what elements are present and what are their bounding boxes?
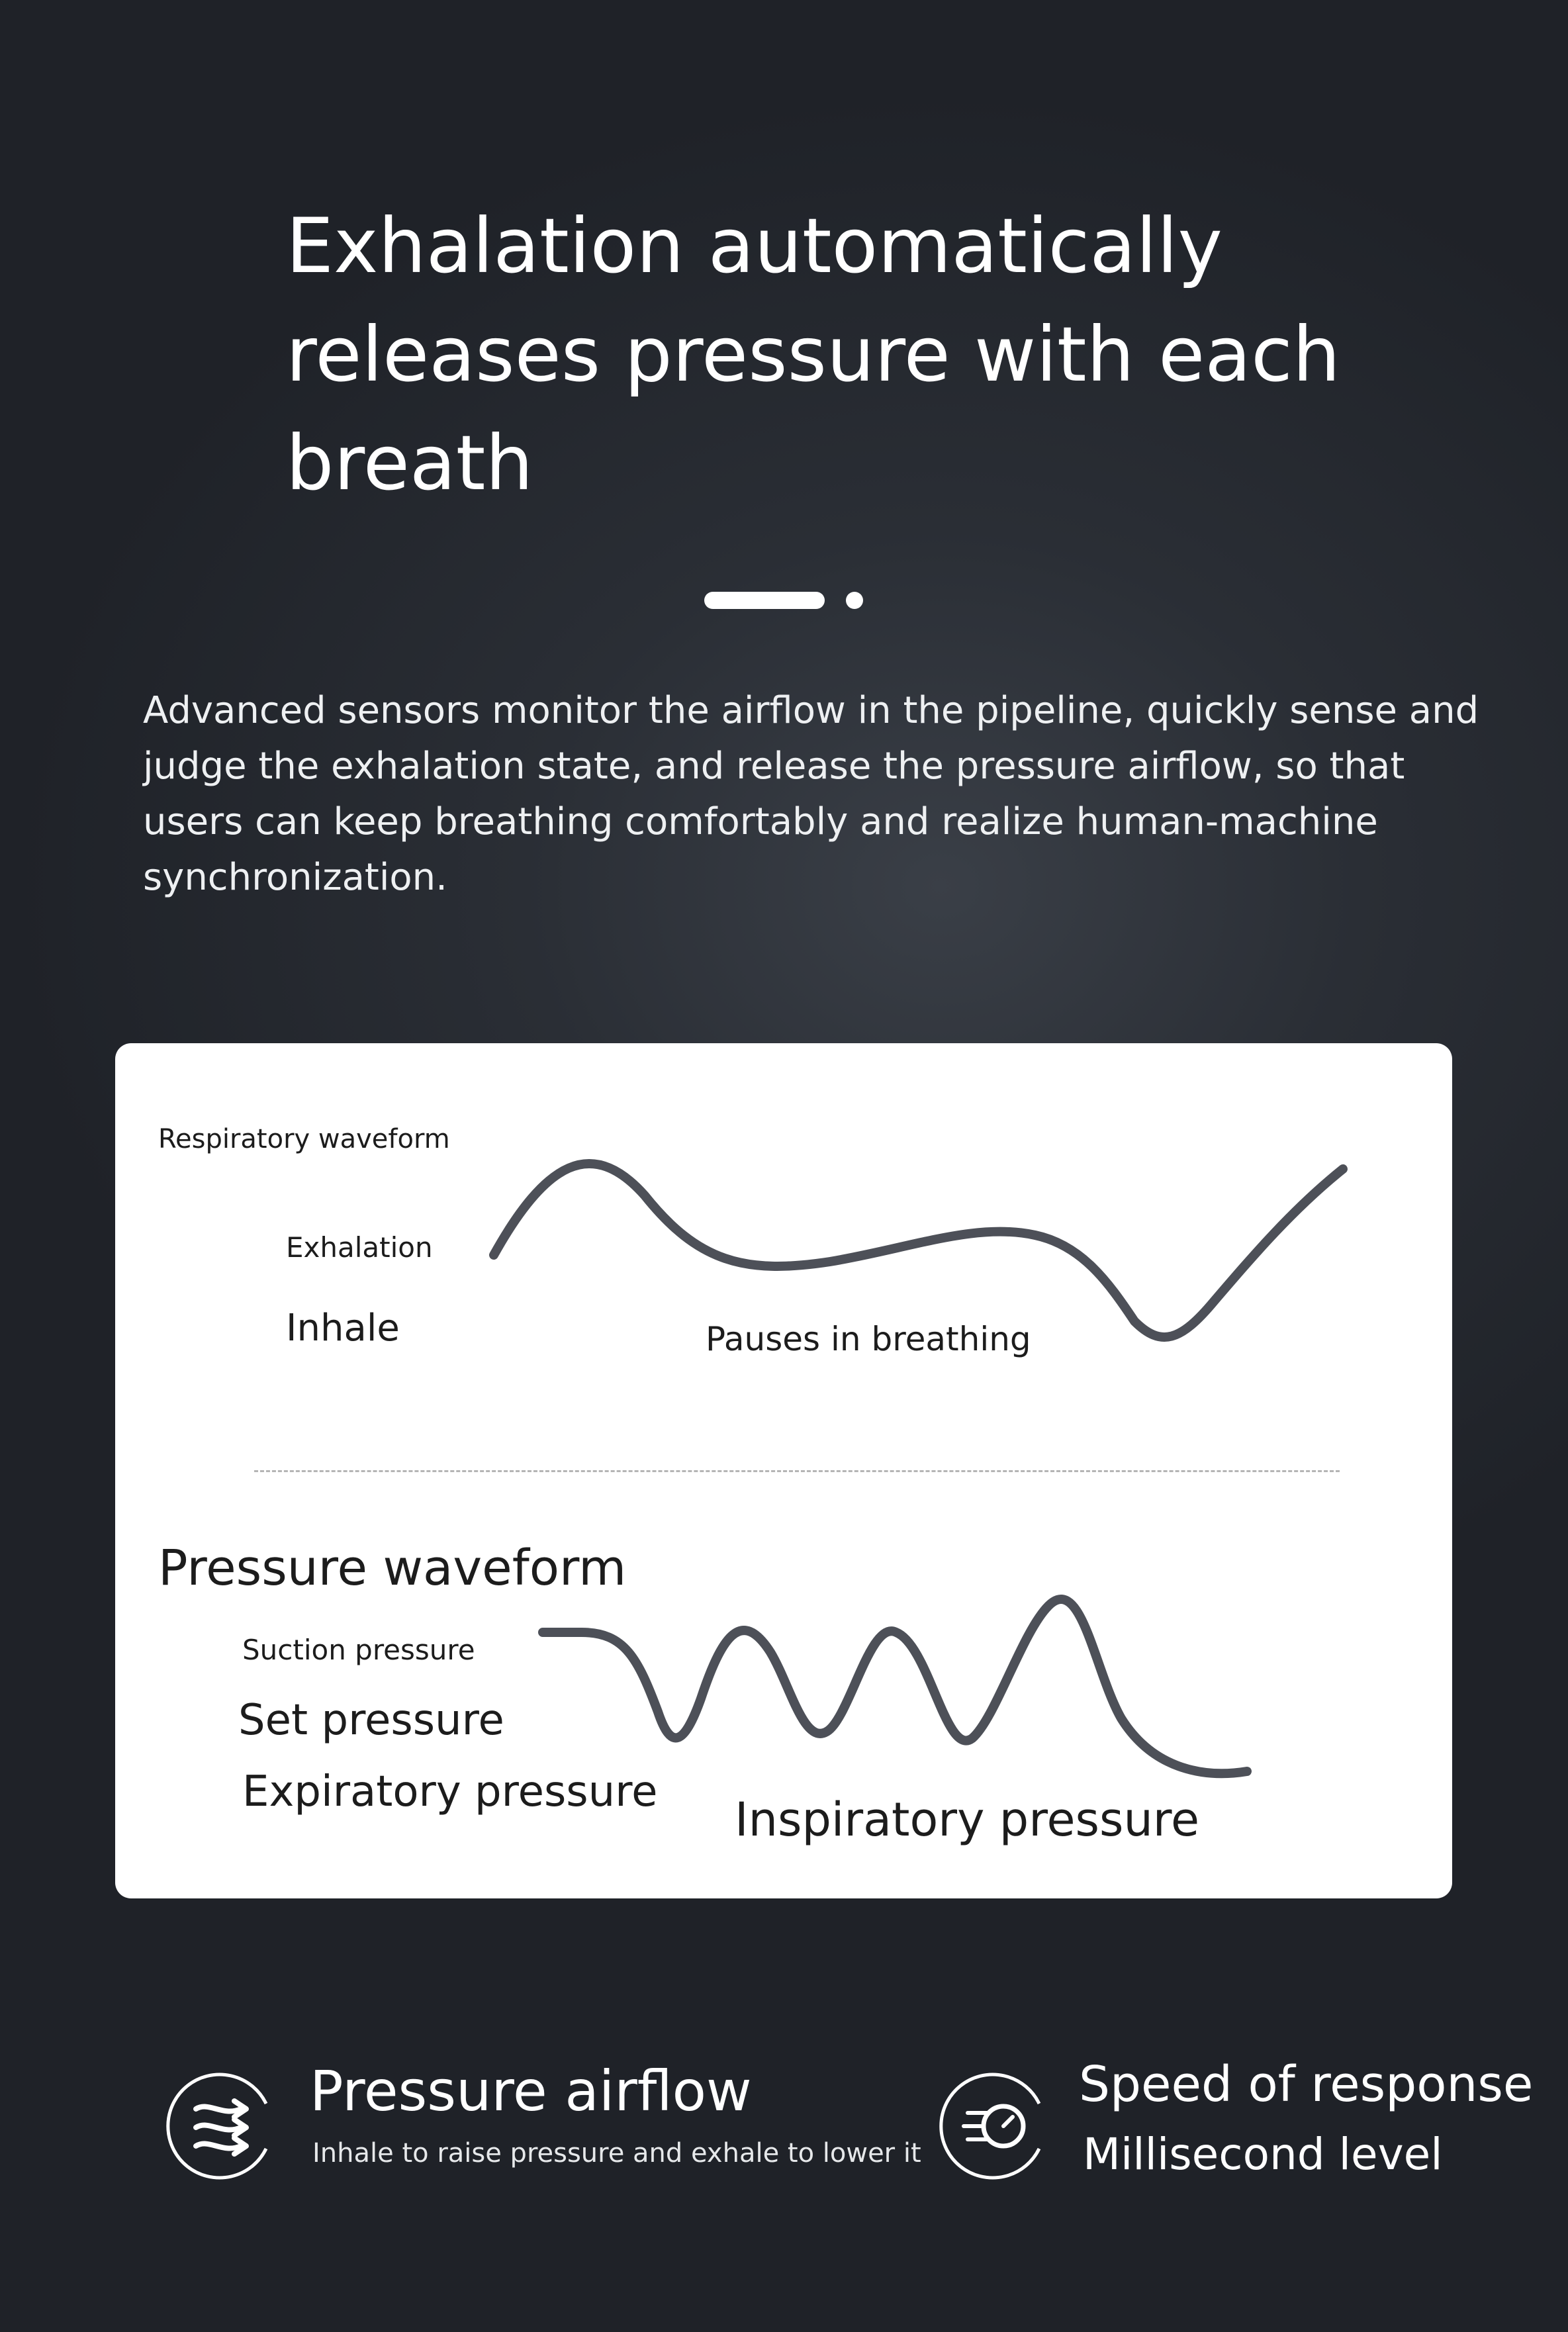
description-line-3: users can keep breathing comfortably and realize human-machine bbox=[143, 800, 1378, 843]
feature-speed-title: Speed of response bbox=[1079, 2056, 1534, 2113]
description-line-4: synchronization. bbox=[143, 856, 447, 899]
title-line-3: breath bbox=[286, 419, 533, 507]
inspiratory-label: Inspiratory pressure bbox=[735, 1793, 1200, 1847]
indicator-dash bbox=[704, 592, 825, 609]
inhale-label: Inhale bbox=[286, 1307, 400, 1350]
pressure-title: Pressure waveform bbox=[158, 1540, 627, 1597]
title-line-2: releases pressure with each bbox=[286, 310, 1340, 398]
respiratory-wave bbox=[494, 1164, 1343, 1337]
speedometer-icon bbox=[937, 2068, 1054, 2184]
indicator-dot bbox=[846, 592, 863, 609]
exhalation-label: Exhalation bbox=[286, 1231, 433, 1264]
expiratory-label: Expiratory pressure bbox=[242, 1767, 658, 1816]
page-title bbox=[286, 192, 1411, 518]
set-pressure-label: Set pressure bbox=[238, 1696, 504, 1745]
feature-speed-subtitle: Millisecond level bbox=[1083, 2129, 1443, 2180]
description-paragraph bbox=[143, 683, 1479, 906]
description-line-1: Advanced sensors monitor the airflow in the pipeline, quickly sense and bbox=[143, 689, 1479, 732]
section-divider bbox=[254, 1470, 1340, 1472]
feature-airflow-subtitle: Inhale to raise pressure and exhale to lower it bbox=[312, 2138, 921, 2169]
description-line-2: judge the exhalation state, and release the pressure airflow, so that bbox=[143, 745, 1405, 788]
feature-airflow-title: Pressure airflow bbox=[310, 2059, 752, 2123]
suction-label: Suction pressure bbox=[242, 1634, 475, 1666]
title-line-1: Exhalation automatically bbox=[286, 202, 1222, 290]
pressure-wave bbox=[543, 1599, 1247, 1773]
airflow-arrows-icon bbox=[164, 2068, 281, 2184]
waveform-card bbox=[115, 1043, 1452, 1898]
pauses-label: Pauses in breathing bbox=[706, 1320, 1031, 1358]
respiratory-title: Respiratory waveform bbox=[158, 1124, 450, 1154]
